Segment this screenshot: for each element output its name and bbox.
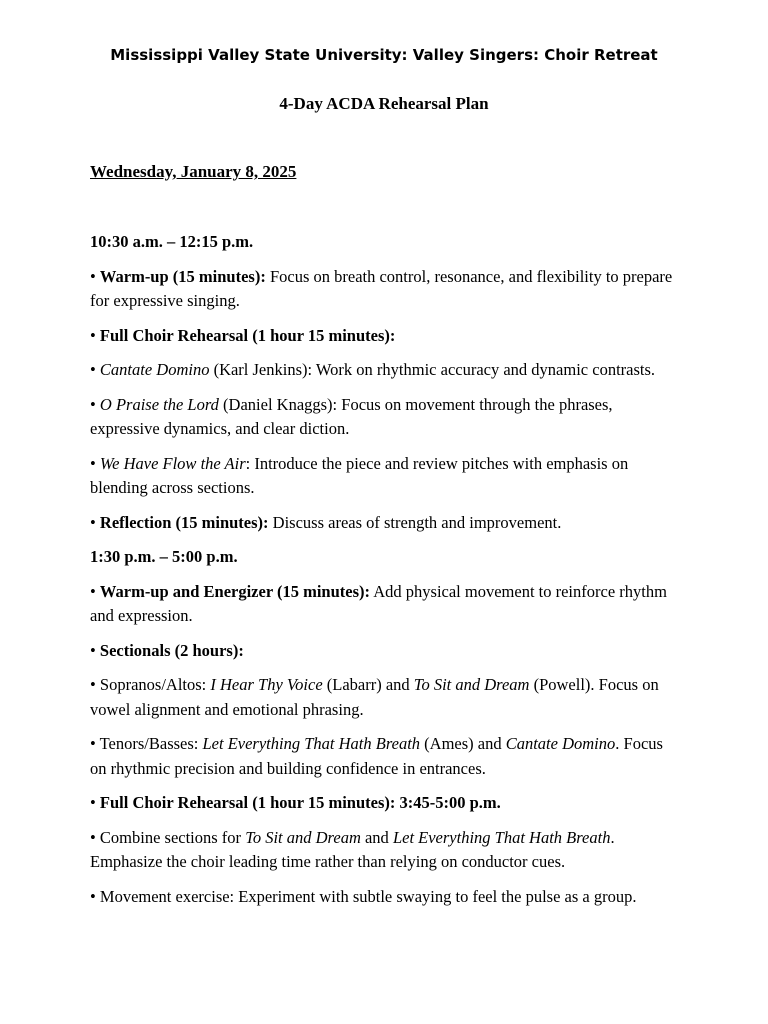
- document-subtitle: 4-Day ACDA Rehearsal Plan: [279, 94, 489, 113]
- list-item-sectionals: • Sectionals (2 hours):: [90, 640, 244, 660]
- list-item-warmup: • Warm-up (15 minutes): Focus on breath control, resonance, and flexibility to prepare for expressive singing.: [90, 266, 673, 310]
- session-time-afternoon: 1:30 p.m. – 5:00 p.m.: [90, 547, 238, 566]
- list-item-tenors-basses: • Tenors/Basses: Let Everything That Hath Breath (Ames) and Cantate Domino. Focus on rhythmic precision and building confidence in entrances.: [90, 734, 663, 778]
- rehearsal-plan: [90, 230, 682, 919]
- list-item-full-choir-afternoon: • Full Choir Rehearsal (1 hour 15 minutes): 3:45-5:00 p.m.: [90, 793, 501, 812]
- session-time-morning: 10:30 a.m. – 12:15 p.m.: [90, 232, 254, 251]
- list-item-flow-the-air: • We Have Flow the Air: Introduce the piece and review pitches with emphasis on blending across sections.: [90, 453, 629, 497]
- list-item-warmup-energizer: • Warm-up and Energizer (15 minutes): Add physical movement to reinforce rhythm and expression.: [90, 581, 667, 625]
- list-item-o-praise: • O Praise the Lord (Daniel Knaggs): Focus on movement through the phrases, expressive dynamics, and clear diction.: [90, 394, 613, 438]
- list-item-sopranos-altos: • Sopranos/Altos: I Hear Thy Voice (Labarr) and To Sit and Dream (Powell). Focus on vowel alignment and emotional phrasing.: [90, 675, 659, 719]
- list-item-reflection: • Reflection (15 minutes): Discuss areas of strength and improvement.: [90, 512, 562, 532]
- rehearsal-date: Wednesday, January 8, 2025: [90, 162, 297, 181]
- list-item-combine-sections: • Combine sections for To Sit and Dream and Let Everything That Hath Breath. Emphasize the choir leading time rather than relying on conductor cues.: [90, 827, 615, 871]
- list-item-cantate-domino: • Cantate Domino (Karl Jenkins): Work on rhythmic accuracy and dynamic contrasts.: [90, 360, 656, 379]
- document-title: Mississippi Valley State University: Valley Singers: Choir Retreat: [110, 46, 658, 64]
- list-item-movement-exercise: • Movement exercise: Experiment with subtle swaying to feel the pulse as a group.: [90, 886, 637, 906]
- list-item-full-choir: • Full Choir Rehearsal (1 hour 15 minutes):: [90, 325, 396, 345]
